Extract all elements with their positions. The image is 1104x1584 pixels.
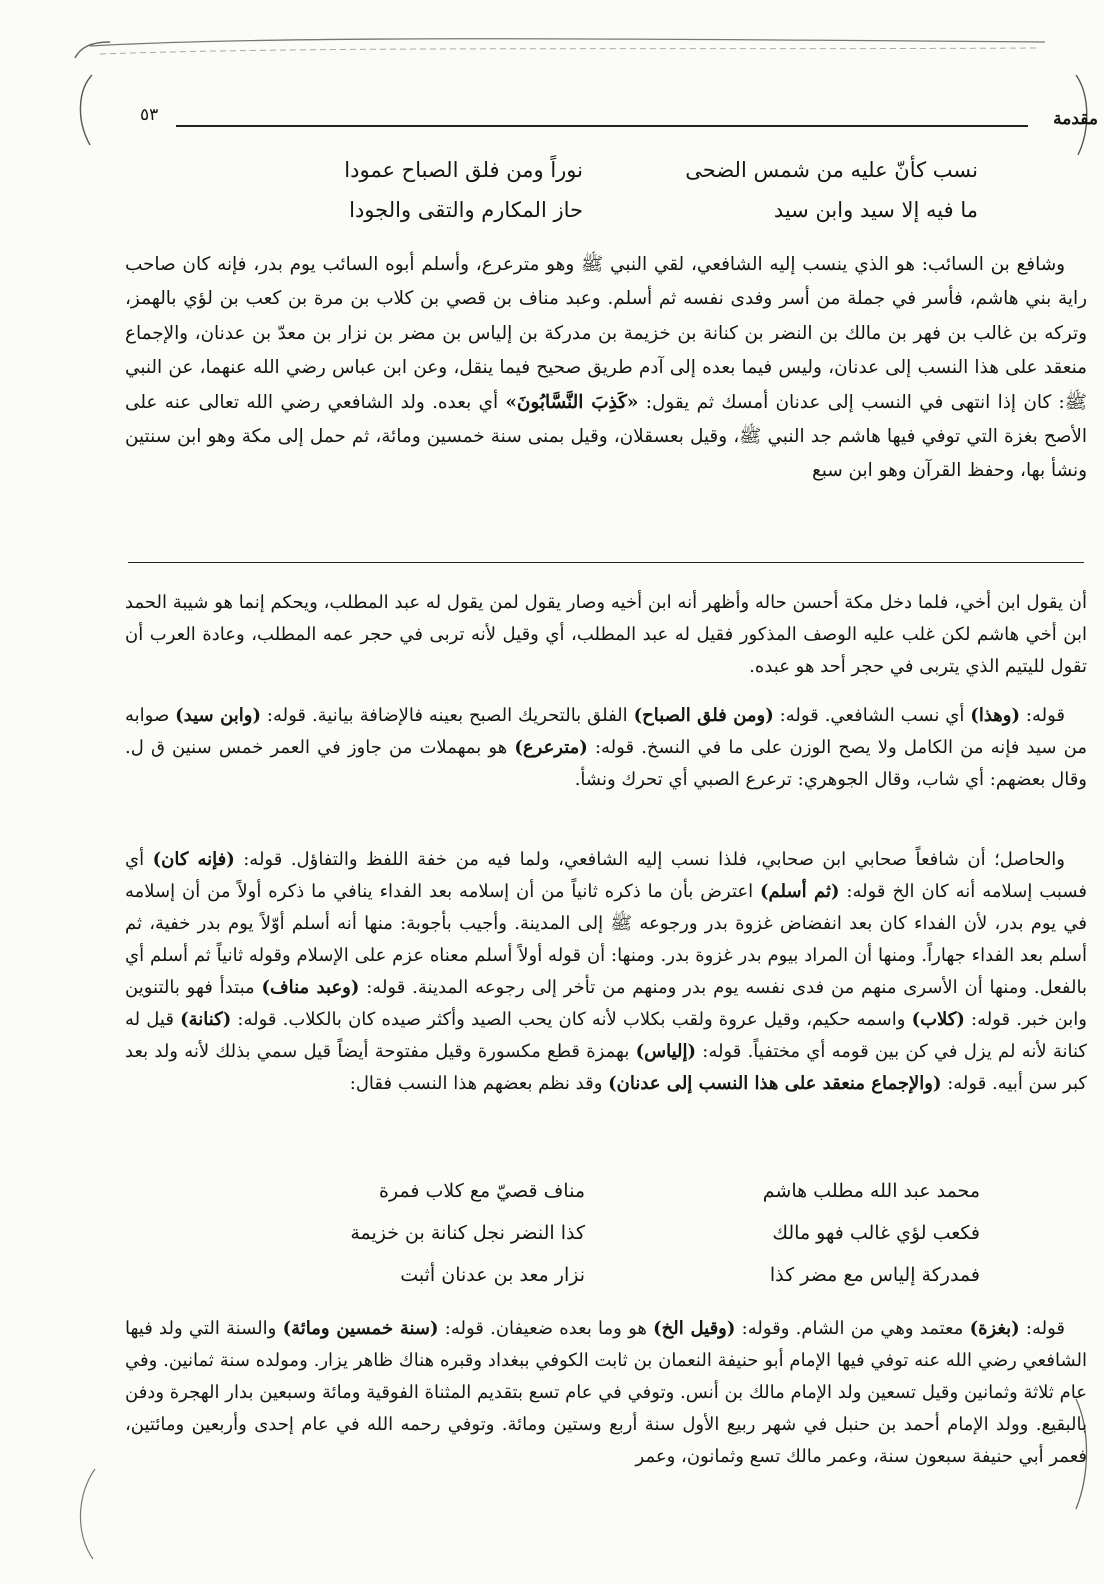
footnote-block: [125, 844, 1087, 1100]
text-segment: معتمد وهي من الشام. وقوله:: [735, 1318, 970, 1339]
bold-segment: (كنانة): [180, 1009, 232, 1030]
scan-border-top: [70, 28, 1050, 78]
running-header: [140, 103, 1098, 139]
text-segment: بهمزة قطع مكسورة وقيل مفتوحة أيضاً قيل سمي بذلك لأنه ولد بعد كبر سن أبيه. قوله:: [125, 1041, 1087, 1094]
footnote-paragraph: [125, 700, 1087, 796]
verse-left-hemistich: نوراً ومن فلق الصباح عمودا: [344, 158, 583, 182]
text-segment: مبتدأ فهو بالتنوين وابن خبر. قوله:: [125, 977, 1087, 1030]
footnote-block: [125, 1313, 1087, 1473]
verse-right-hemistich: ما فيه إلا سيد وابن سيد: [773, 198, 978, 222]
bold-segment: (إلياس): [635, 1041, 697, 1062]
text-segment: والحاصل؛ أن شافعاً صحابي ابن صحابي، فلذا نسب إليه الشافعي، ولما فيه من خفة اللفظ والتفاؤل. قوله:: [234, 849, 1065, 870]
verse-right-hemistich: محمد عبد الله مطلب هاشم: [762, 1180, 980, 1202]
bold-segment: (ثم أسلم): [760, 881, 840, 902]
main-text: [125, 248, 1087, 489]
header-rule: [176, 125, 1028, 127]
text-segment: هو وما بعده ضعيفان. قوله:: [438, 1318, 654, 1339]
text-segment: هو بمهملات من جاوز في العمر خمس سنين ق ل. وقال بعضهم: أي شاب، وقال الجوهري: ترعرع الصبي أي تحرك ونشأ.: [125, 737, 1087, 790]
text-segment: صوابه من سيد فإنه من الكامل ولا يصح الوزن على ما في النسخ. قوله:: [125, 705, 1087, 758]
bold-segment: (وابن سيد): [175, 705, 262, 726]
main-paragraph: [125, 248, 1087, 489]
page-number: ٥٣: [140, 105, 159, 125]
bold-segment: «كَذِبَ النَّسَّابُونَ»: [505, 391, 639, 413]
text-segment: أن يقول ابن أخي، فلما دخل مكة أحسن حاله وأظهر أنه ابن أخيه وصار يقول لمن يقول له عبد المطلب، ويحكم إنما هو شيبة الحمد ابن أخي هاشم لكن غلب عليه الوصف المذكور فقيل له عبد المطلب، أي وقيل لأنه تربى في حجر عمه المطلب، وعادة العرب أن تقول لليتيم الذي يتربى في حجر أحد هو عبده.: [125, 592, 1087, 677]
footnote-block: [125, 587, 1087, 683]
text-segment: واسمه حكيم، وقيل عروة ولقب بكلاب لأنه كان يحب الصيد وأكثر صيده كان بالكلاب. قوله:: [231, 1009, 912, 1030]
text-segment: اعترض بأن ما ذكره ثانياً من أن إسلامه بعد الفداء ينافي ما ذكره أولاً من أن إسلامه في يوم بدر، لأن الفداء كان بعد انفضاض غزوة بدر ورجوعه ﷺ إلى المدينة. وأجيب بأجوبة: منها أنه أسلم أوّلاً يوم بدر خفية، ثم أسلم بعد الفداء جهاراً. ومنها أن المراد بيوم بدر غزوة بدر. ومنها: أن قوله أولاً أسلم معناه عزم على الإسلام وقوله ثانياً ثم أسلم أي بالفعل. ومنها أن الأسرى منهم من فدى نفسه يوم بدر ومنهم من تأخر إلى رجوعه المدينة. قوله:: [125, 881, 1088, 998]
chapter-title: مقدمة: [1053, 109, 1098, 129]
text-segment: الفلق بالتحريك الصبح بعينه فالإضافة بيانية. قوله:: [261, 705, 634, 726]
bold-segment: (مترعرع): [514, 737, 588, 758]
bold-segment: (وعبد مناف): [261, 977, 360, 998]
text-segment: والسنة التي ولد فيها الشافعي رضي الله عنه توفي فيها الإمام أبو حنيفة النعمان بن ثابت الكوفي ببغداد وقبره هناك ظاهر يزار. ومولده سنة ثمانين. وفي عام ثلاثة وثمانين وقيل تسعين ولد الإمام مالك بن أنس. وتوفي في عام تسع بتقديم المثناة الفوقية ومائة وسبعين بدار الهجرة ودفن بالبقيع. وولد الإمام أحمد بن حنبل في شهر ربيع الأول سنة أربع وستين ومائة. وتوفي رحمه الله في عام إحدى وأربعين ومائتين، فعمر أبي حنيفة سبعون سنة، وعمر مالك تسع وثمانون، وعمر: [125, 1318, 1087, 1467]
footnote-paragraph: [125, 844, 1087, 1100]
verse-left-hemistich: مناف قصيّ مع كلاب فمرة: [378, 1180, 585, 1202]
text-segment: أي نسب الشافعي. قوله:: [773, 705, 971, 726]
verse-right-hemistich: فكعب لؤي غالب فهو مالك: [772, 1222, 980, 1244]
bold-segment: (سنة خمسين ومائة): [282, 1318, 439, 1339]
bold-segment: (بغزة): [969, 1318, 1020, 1339]
text-segment: قوله:: [1019, 1318, 1066, 1339]
bold-segment: (كلاب): [911, 1009, 965, 1030]
text-segment: أي فسبب إسلامه أنه كان الخ قوله:: [125, 849, 1087, 902]
footnote-paragraph: [125, 587, 1087, 683]
text-segment: وقد نظم بعضهم هذا النسب فقال:: [349, 1073, 609, 1094]
text-segment: وشافع بن السائب: هو الذي ينسب إليه الشافعي، لقي النبي ﷺ وهو مترعرع، وأسلم أبوه السائب يوم بدر، فإنه كان صاحب راية بني هاشم، فأسر في جملة من أسر وفدى نفسه ثم أسلم. وعبد مناف بن قصي بن كلاب بن مرة بن كعب بن لؤي بالهمز، وتركه بن غالب بن فهر بن مالك بن النضر بن كنانة بن خزيمة بن مدركة بن إلياس بن مضر بن نزار بن معدّ بن عدنان، والإجماع منعقد على هذا النسب إلى عدنان، وليس فيما بعده إلى آدم طريق صحيح فيما ينقل، وعن ابن عباس رضي الله عنهما، عن النبي ﷺ: كان إذا انتهى في النسب إلى عدنان أمسك ثم يقول:: [125, 254, 1087, 413]
verse-right-hemistich: فمدركة إلياس مع مضر كذا: [769, 1264, 980, 1286]
verse-left-hemistich: كذا النضر نجل كنانة بن خزيمة: [350, 1222, 585, 1244]
footnote-separator: [128, 562, 1084, 563]
text-segment: قوله:: [1019, 705, 1065, 726]
bold-segment: (وقيل الخ): [653, 1318, 736, 1339]
verse-right-hemistich: نسب كأنّ عليه من شمس الضحى: [685, 158, 978, 182]
verse-left-hemistich: حاز المكارم والتقى والجودا: [349, 198, 583, 222]
bold-segment: (ومن فلق الصباح): [633, 705, 774, 726]
scan-border-left: [70, 70, 100, 150]
text-segment: قيل له كنانة لأنه لم يزل في كن بين قومه أي مختفياً. قوله:: [125, 1009, 1087, 1062]
footnote-block: [125, 700, 1087, 796]
bold-segment: (فإنه كان): [152, 849, 235, 870]
bold-segment: (والإجماع منعقد على هذا النسب إلى عدنان): [608, 1073, 942, 1094]
bold-segment: (وهذا): [970, 705, 1020, 726]
verse-left-hemistich: نزار معد بن عدنان أثبت: [400, 1264, 585, 1286]
text-segment: أي بعده. ولد الشافعي رضي الله تعالى عنه على الأصح بغزة التي توفي فيها هاشم جد النبي ﷺ، وقيل بعسقلان، وقيل بمنى سنة خمسين ومائة، ثم حمل إلى مكة وهو ابن سنتين ونشأ بها، وحفظ القرآن وهو ابن سبع: [125, 391, 1087, 482]
footnote-paragraph: [125, 1313, 1087, 1473]
scan-border-bottom-left: [65, 1464, 105, 1564]
